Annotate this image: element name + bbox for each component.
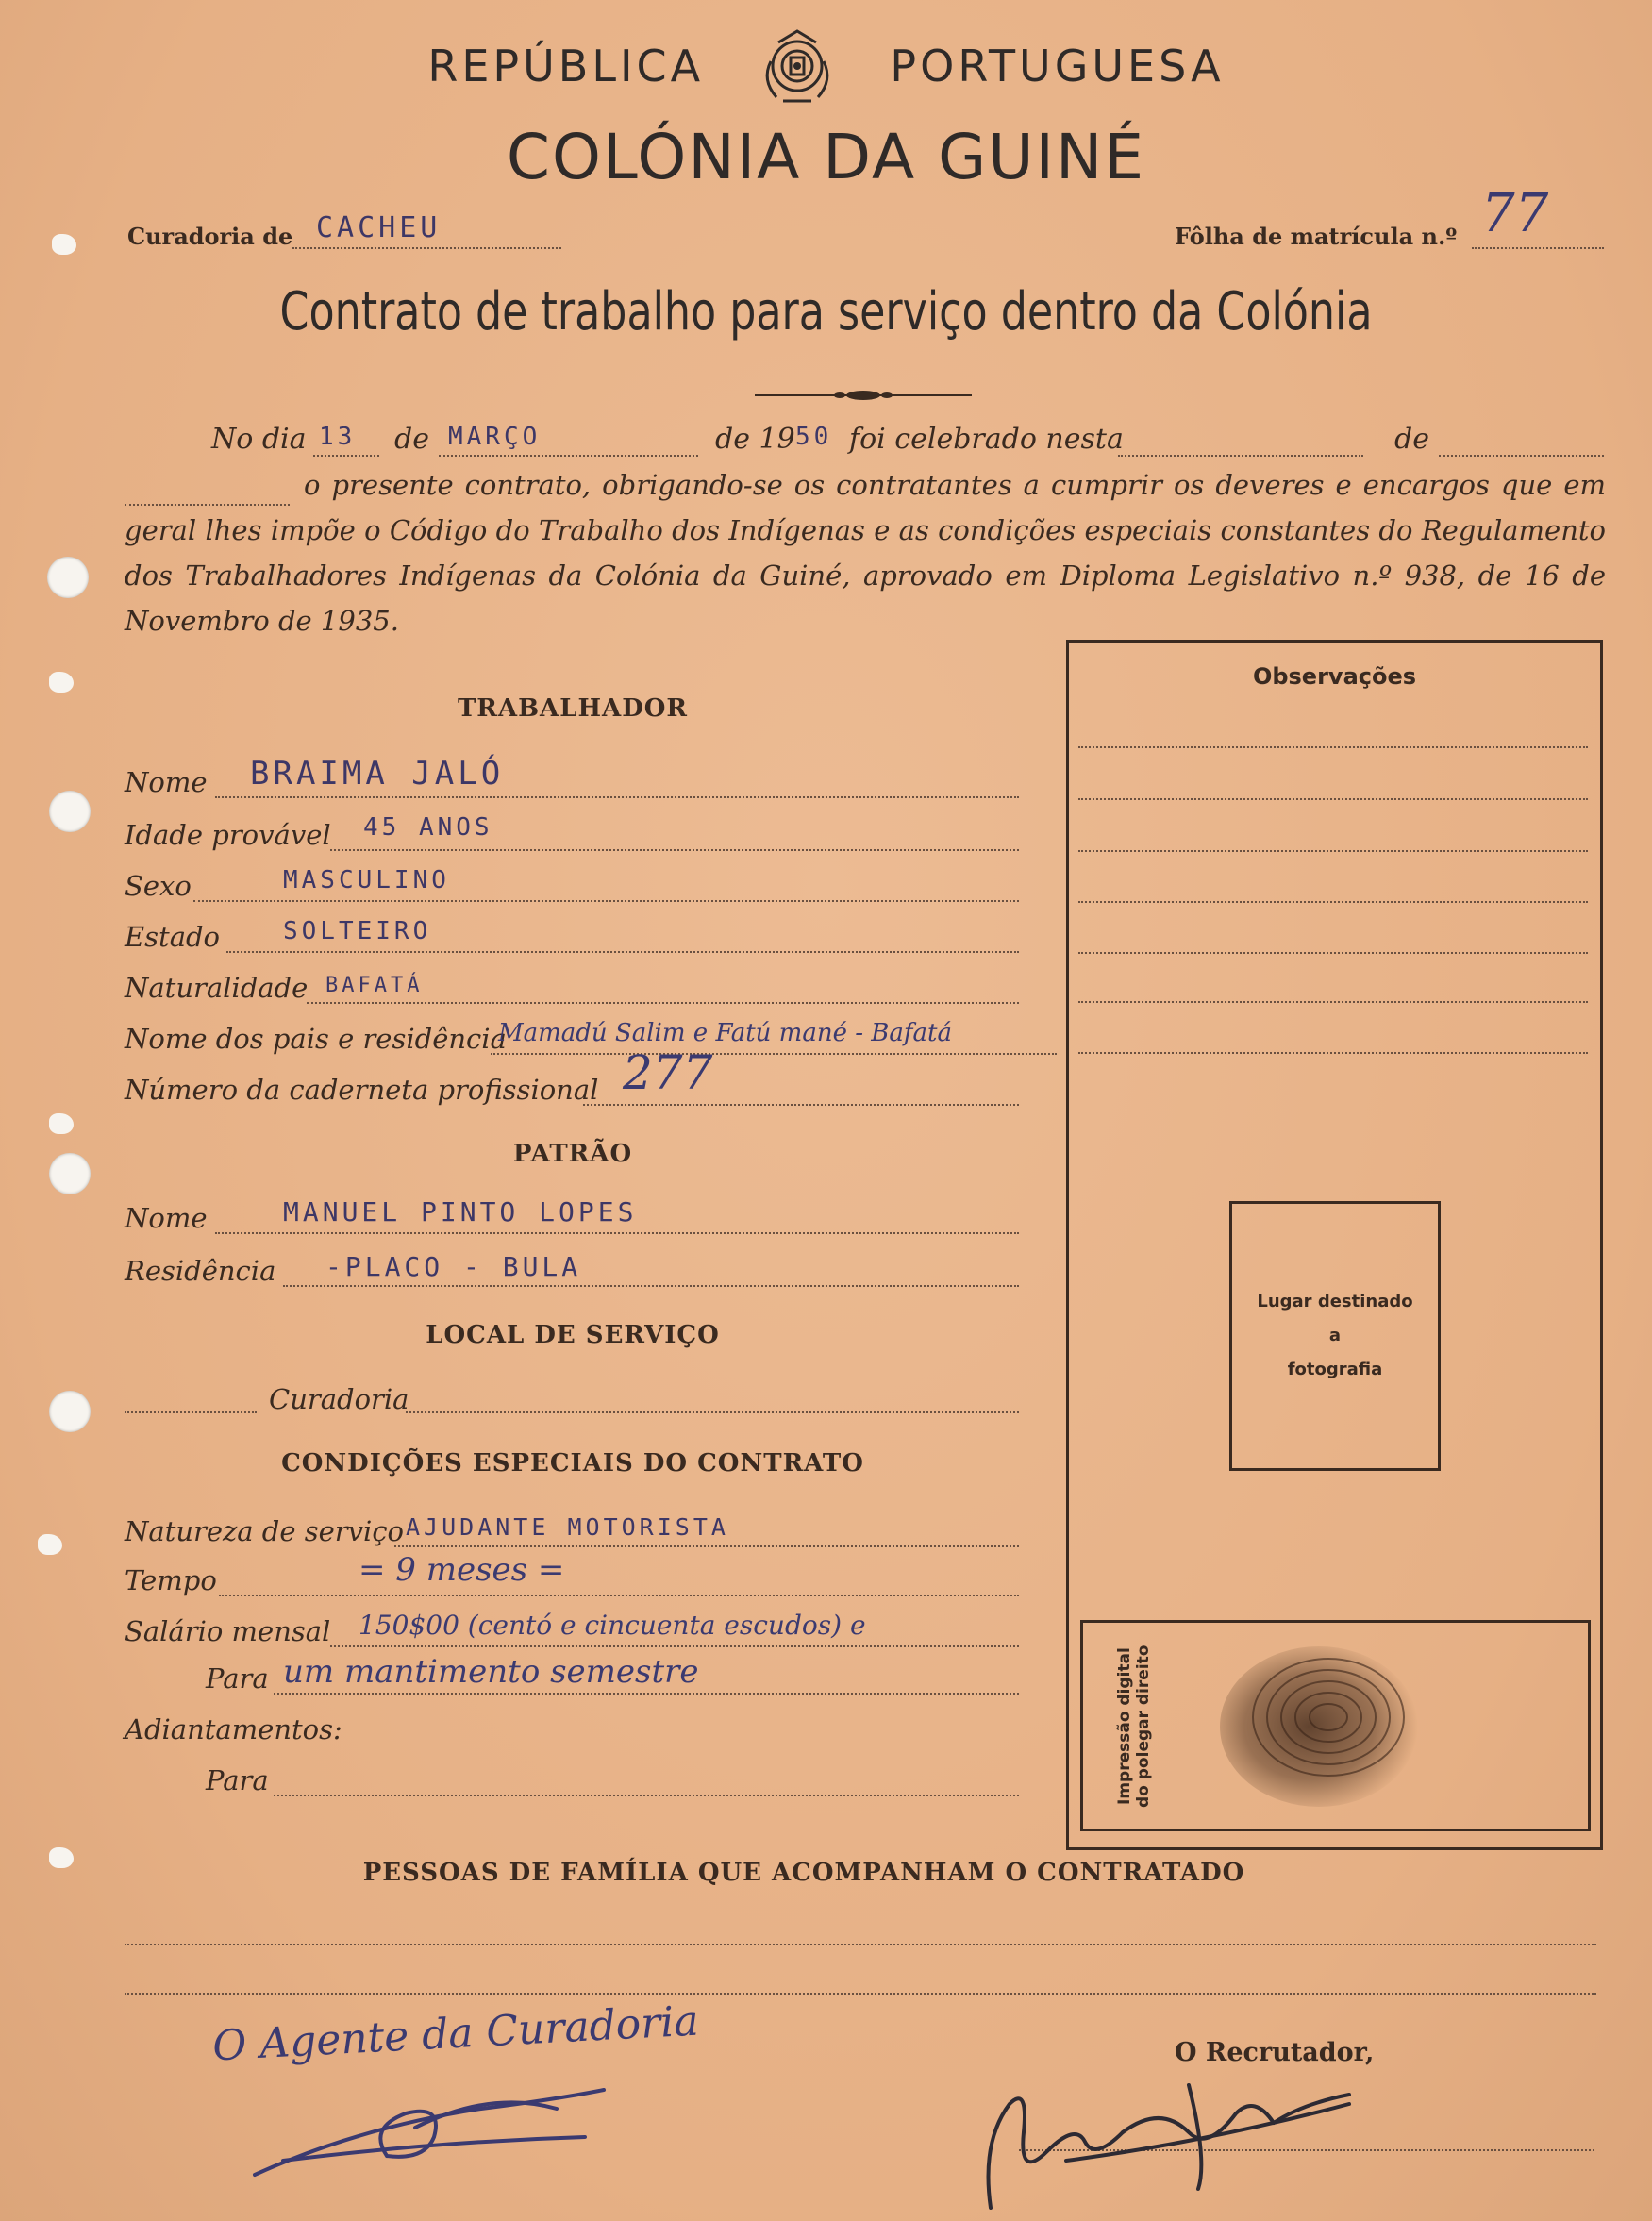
para-label: Para	[206, 1662, 269, 1695]
curadoria-value: CACHEU	[316, 211, 442, 244]
local-heading: LOCAL DE SERVIÇO	[426, 1321, 720, 1349]
field-label: Nome	[125, 766, 208, 798]
field-value: 45 ANOS	[363, 813, 493, 842]
month-line	[439, 455, 698, 457]
curadoria-label: Curadoria de	[127, 223, 293, 250]
observacoes-line	[1078, 1001, 1588, 1003]
folha-line	[1472, 247, 1604, 249]
tempo-label: Tempo	[125, 1564, 217, 1596]
field-line	[406, 1411, 1019, 1413]
intro-month: MARÇO	[448, 423, 542, 451]
natureza-value: AJUDANTE MOTORISTA	[406, 1513, 729, 1541]
field-label: Nome dos pais e residência	[125, 1023, 507, 1055]
thumbprint-icon	[1215, 1637, 1423, 1816]
binder-hole	[49, 1153, 91, 1194]
field-label: Residência	[125, 1255, 276, 1287]
binder-hole	[49, 1391, 91, 1432]
portuguesa-text: PORTUGUESA	[890, 41, 1225, 92]
field-value: SOLTEIRO	[283, 917, 432, 945]
recrutador-label: O Recrutador,	[1175, 2038, 1375, 2067]
intro-de1: de	[394, 423, 429, 456]
intro-de-year: de 19	[715, 423, 795, 456]
curadoria-line	[292, 247, 561, 249]
coat-of-arms-icon	[759, 24, 835, 109]
intro-no-dia: No dia	[211, 423, 307, 456]
photo-text: fotografia	[1287, 1360, 1383, 1379]
field-line	[307, 1002, 1019, 1004]
observacoes-line	[1078, 798, 1588, 800]
observacoes-line	[1078, 901, 1588, 903]
field-line	[215, 796, 1019, 798]
folha-value: 77	[1481, 183, 1549, 244]
para2-label: Para	[206, 1764, 269, 1796]
agente-signature-text: O Agente da Curadoria	[211, 1996, 700, 2071]
paper-tear	[49, 1113, 74, 1134]
colony-title: COLÓNIA DA GUINÉ	[506, 121, 1146, 193]
recrutador-signature-icon	[972, 2047, 1368, 2217]
republica-text: REPÚBLICA	[427, 41, 705, 92]
observacoes-line	[1078, 1052, 1588, 1054]
photo-text: Lugar destinado	[1257, 1292, 1413, 1311]
field-line	[330, 849, 1019, 851]
place2-line	[1439, 455, 1604, 457]
field-line	[491, 1053, 1057, 1055]
trabalhador-heading: TRABALHADOR	[457, 694, 689, 723]
field-label: Idade provável	[125, 819, 331, 851]
contract-title: Contrato de trabalho para serviço dentro da Colónia	[279, 281, 1373, 342]
natureza-label: Natureza de serviço	[125, 1515, 405, 1547]
field-line	[219, 1595, 1019, 1596]
field-value: MANUEL PINTO LOPES	[283, 1196, 638, 1227]
field-line	[274, 1693, 1019, 1695]
observacoes-line	[1078, 952, 1588, 954]
familia-line	[125, 1944, 1596, 1945]
field-label: Nome	[125, 1202, 208, 1234]
local-curadoria-label: Curadoria	[269, 1383, 409, 1415]
observacoes-line	[1078, 850, 1588, 852]
intro-de2: de	[1394, 423, 1429, 456]
republic-header	[0, 24, 1652, 109]
field-line	[283, 1285, 1019, 1287]
field-line	[274, 1795, 1019, 1796]
observacoes-title: Observações	[1252, 663, 1417, 690]
paper-tear	[49, 1847, 74, 1868]
thumbprint-label: Impressão digital do polegar direito	[1115, 1645, 1153, 1809]
field-line	[125, 1411, 257, 1413]
paper-tear	[38, 1534, 62, 1555]
binder-hole	[47, 557, 89, 598]
para-value: um mantimento semestre	[283, 1653, 699, 1691]
salario-label: Salário mensal	[125, 1615, 331, 1647]
binder-hole	[49, 791, 91, 832]
intro-day: 13	[319, 423, 357, 451]
condicoes-heading: CONDIÇÕES ESPECIAIS DO CONTRATO	[281, 1449, 864, 1478]
field-line	[226, 951, 1019, 953]
thumbprint-box	[1080, 1620, 1591, 1831]
day-line	[313, 455, 379, 457]
place-line	[1118, 455, 1363, 457]
field-label: Estado	[125, 921, 221, 953]
field-value: 277	[623, 1045, 713, 1100]
ornament-divider-icon	[755, 389, 972, 402]
field-label: Número da caderneta profissional	[125, 1074, 599, 1106]
photo-text: a	[1328, 1326, 1342, 1345]
observacoes-line	[1078, 746, 1588, 748]
patrao-heading: PATRÃO	[512, 1140, 633, 1168]
field-line	[215, 1232, 1019, 1234]
field-value: -PLACO - BULA	[325, 1251, 582, 1282]
intro-year: 50	[795, 423, 833, 451]
field-value: Mamadú Salim e Fatú mané - Bafatá	[498, 1019, 952, 1047]
intro-foi: foi celebrado nesta	[849, 423, 1124, 456]
field-label: Sexo	[125, 870, 192, 902]
folha-label: Fôlha de matrícula n.º	[1175, 223, 1458, 250]
intro-paragraph: o presente contrato, obrigando-se os contratantes a cumprir os deveres e encargos que em geral lhes impõe o Código do Trabalho dos Indígenas e as condições especiais constantes do Regulamento dos Trabalhadores Indígenas da Colónia da Guiné, aprovado em Diploma Legislativo n.º 938, de 16 de Novembro de 1935.	[125, 469, 1606, 637]
salario-value: 150$00 (centó e cincuenta escudos) e	[359, 1610, 866, 1641]
field-line	[193, 900, 1019, 902]
familia-heading: PESSOAS DE FAMÍLIA QUE ACOMPANHAM O CONTRATADO	[362, 1859, 1245, 1887]
field-line	[583, 1104, 1019, 1106]
adiantamentos-label: Adiantamentos:	[125, 1713, 342, 1745]
field-line	[330, 1645, 1019, 1647]
photo-placeholder	[1229, 1201, 1441, 1471]
paper-tear	[52, 234, 76, 255]
field-label: Naturalidade	[125, 972, 309, 1004]
field-value: BAFATÁ	[325, 974, 424, 997]
field-value: BRAIMA JALÓ	[250, 755, 505, 793]
field-value: MASCULINO	[283, 866, 450, 894]
paper-tear	[49, 672, 74, 693]
tempo-value: = 9 meses =	[359, 1551, 565, 1589]
field-line	[394, 1545, 1019, 1547]
observacoes-box	[1066, 640, 1603, 1850]
agente-signature-icon	[245, 2071, 623, 2184]
familia-line	[125, 1993, 1596, 1995]
